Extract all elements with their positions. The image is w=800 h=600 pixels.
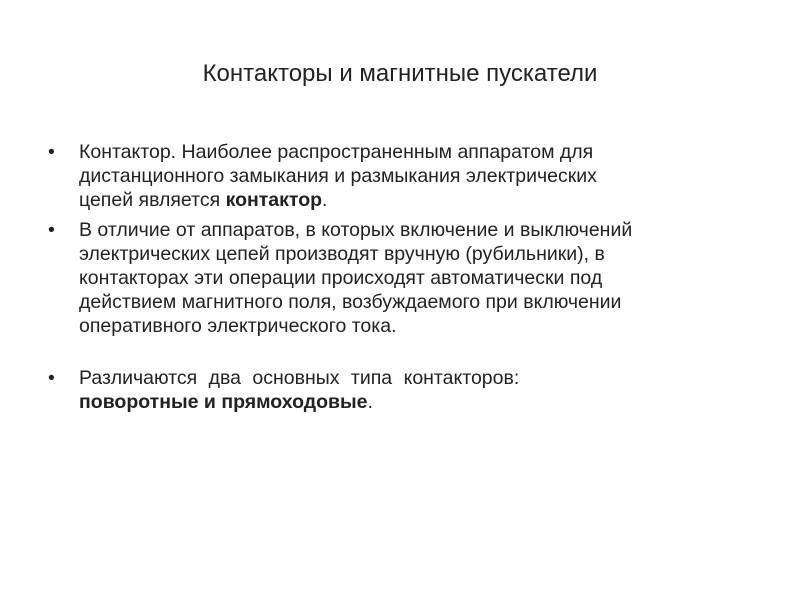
text-line: электрических цепей производят вручную (рубильники), в bbox=[79, 243, 605, 265]
text-segment: . bbox=[322, 189, 328, 211]
slide-title: Контакторы и магнитные пускатели bbox=[202, 60, 598, 87]
text-line: Различаются два основных типа контакторов: bbox=[79, 367, 520, 389]
text-segment: цепей является bbox=[79, 189, 226, 211]
bullet-marker: • bbox=[48, 141, 55, 163]
text-line: дистанционного замыкания и размыкания электрических bbox=[79, 165, 597, 187]
text-line bbox=[79, 390, 748, 414]
text-line bbox=[79, 188, 748, 212]
bold-term: поворотные и прямоходовые bbox=[79, 391, 368, 413]
bullet-item bbox=[48, 218, 748, 338]
text-line: контакторах эти операции происходят автоматически под bbox=[79, 267, 603, 289]
bullet-item bbox=[48, 366, 748, 414]
bullet-marker: • bbox=[48, 367, 55, 389]
bullet-marker: • bbox=[48, 219, 55, 241]
text-line: В отличие от аппаратов, в которых включение и выключений bbox=[79, 219, 633, 241]
bullet-list bbox=[48, 140, 748, 414]
text-segment: . bbox=[367, 391, 373, 413]
bullet-item bbox=[48, 140, 748, 212]
text-line: действием магнитного поля, возбуждаемого при включении bbox=[79, 291, 622, 313]
text-line: оперативного электрического тока. bbox=[79, 315, 397, 337]
text-line: Контактор. Наиболее распространенным аппаратом для bbox=[79, 141, 594, 163]
bold-term: контактор bbox=[225, 189, 323, 211]
